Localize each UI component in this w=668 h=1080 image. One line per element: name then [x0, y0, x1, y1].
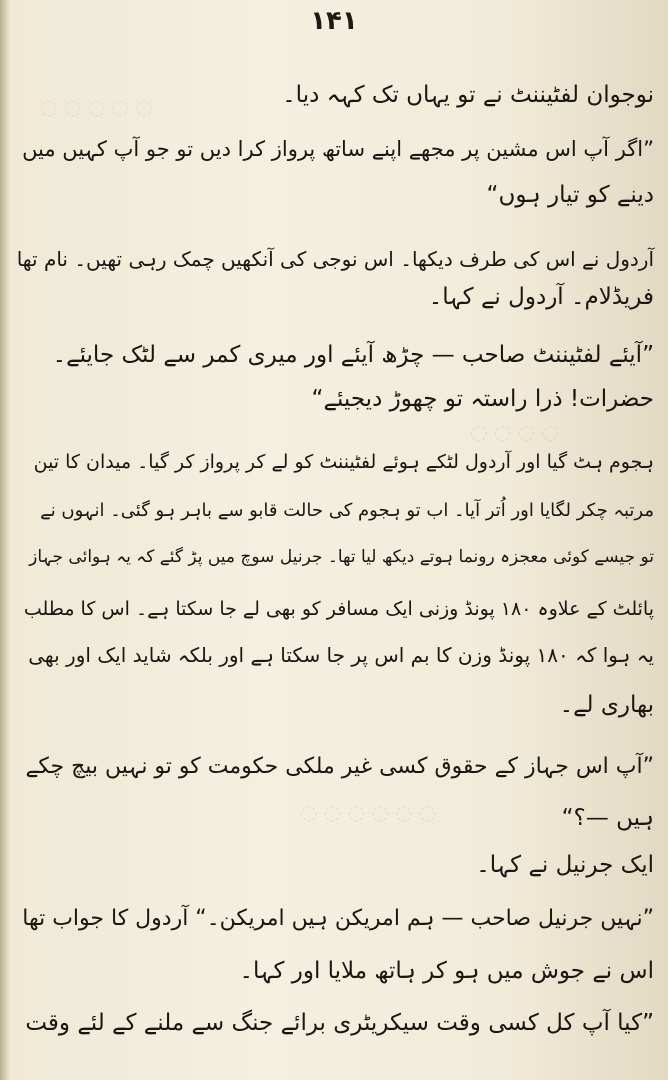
text-line: حضرات! ذرا راستہ تو چھوڑ دیجیئے“ [311, 386, 654, 412]
page-gutter-shadow [0, 0, 10, 1080]
text-line: آردول نے اس کی طرف دیکھا۔ اس نوجی کی آنکھیں چمک رہی تھیں۔ نام تھا [16, 247, 654, 271]
text-line: ”آپ اس جہاز کے حقوق کسی غیر ملکی حکومت کو تو نہیں بیچ چکے [25, 754, 654, 779]
text-line: یہ ہوا کہ ۱۸۰ پونڈ وزن کا بم اس پر جا سکتا ہے اور بلکہ شاید ایک اور بھی [28, 643, 654, 667]
text-line: نوجوان لفٹیننٹ نے تو یہاں تک کہہ دیا۔ [282, 82, 654, 108]
bleed-through-mark: ◌ ◌ ◌ ◌ ◌ ◌ [300, 800, 437, 824]
text-line: ”آیئے لفٹیننٹ صاحب — چڑھ آیئے اور میری کمر سے لٹک جایئے۔ [52, 342, 654, 368]
text-line: اس نے جوش میں ہو کر ہاتھ ملایا اور کہا۔ [239, 958, 654, 984]
text-line: ”اگر آپ اس مشین پر مجھے اپنے ساتھ پرواز کرا دیں تو جو آپ کہیں میں [22, 137, 654, 161]
text-line: ہجوم ہٹ گیا اور آردول لٹکے ہوئے لفٹیننٹ کو لے کر پرواز کر گیا۔ میدان کا تین [33, 451, 654, 473]
text-line: ایک جرنیل نے کہا۔ [476, 852, 654, 878]
text-line: بھاری لے۔ [559, 692, 654, 718]
text-line: ”نہیں جرنیل صاحب — ہم امریکن ہیں امریکن۔“ آردول کا جواب تھا [22, 906, 654, 931]
text-line: فریڈلام۔ آردول نے کہا۔ [428, 284, 654, 310]
text-line: تو جیسے کوئی معجزہ رونما ہوتے دیکھ لیا تھا۔ جرنیل سوچ میں پڑ گئے کہ یہ ہوائی جہاز [29, 547, 654, 567]
bleed-through-mark: ◌ ◌ ◌ ◌ [470, 420, 559, 444]
text-line: ہیں —؟“ [561, 805, 654, 831]
text-line: پائلٹ کے علاوہ ۱۸۰ پونڈ وزنی ایک مسافر کو بھی لے جا سکتا ہے۔ اس کا مطلب [23, 598, 654, 620]
bleed-through-mark: ◌ ◌ ◌ ◌ ◌ [40, 95, 153, 119]
page-number: ۱۴۱ [310, 6, 358, 36]
text-line: مرتبہ چکر لگایا اور اُتر آیا۔ اب تو ہجوم کی حالت قابو سے باہر ہو گئی۔ انہوں نے [40, 500, 654, 521]
text-line: دینے کو تیار ہوں“ [486, 182, 654, 208]
text-line: ”کیا آپ کل کسی وقت سیکریٹری برائے جنگ سے ملنے کے لئے وقت [25, 1010, 654, 1036]
